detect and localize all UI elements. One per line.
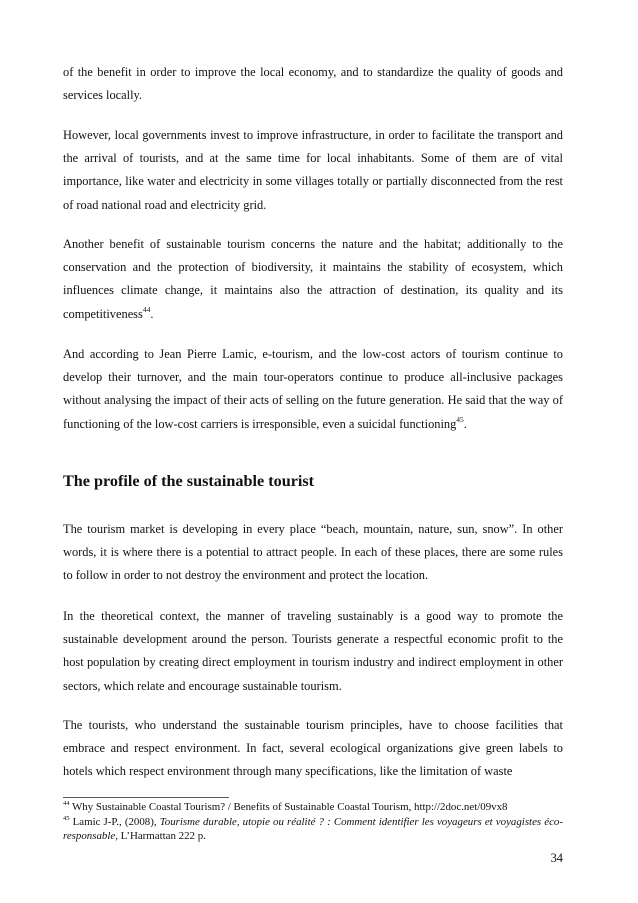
paragraph-text: The tourists, who understand the sustainable tourism principles, have to choose facilities that embrace and respect environment. In fact, several ecological organizations give green labels to hotels which respect environment through many specifications, like the limitation of waste [63,718,563,779]
paragraph-text: However, local governments invest to improve infrastructure, in order to facilitate the transport and the arrival of tourists, and at the same time for local inhabitants. Some of them are of vital importance, like water and electricity in some villages totally or partially disconnected from the rest of road national road and electricity grid. [63,128,563,212]
paragraph-tourism-market [63,518,563,588]
footnote-text: Why Sustainable Coastal Tourism? / Benefits of Sustainable Coastal Tourism, http://2doc.net/09vx8 [72,801,508,813]
footnote-author: Lamic J-P., (2008), [72,816,160,828]
paragraph-tail: . [150,306,154,321]
paragraph-theoretical-context [63,605,563,698]
paragraph-text: And according to Jean Pierre Lamic, e-tourism, and the low-cost actors of tourism continue to develop their turnover, and the main tour-operators continue to produce all-inclusive packages without analysing the impact of their acts of selling on the future generation. He said that the way of functioning of the low-cost carriers is irresponsible, even a suicidal functioning [63,347,563,431]
footnote-number: 44 [63,800,70,807]
page-number: 34 [550,851,563,865]
footnote-ref-45[interactable]: 45 [456,414,464,424]
footnote-publisher: L’Harmattan 222 p. [117,830,206,842]
paragraph-tourists-principles [63,714,563,784]
paragraph-benefit-continuation [63,61,563,107]
footnote-ref-44[interactable]: 44 [142,304,151,314]
paragraph-text: Another benefit of sustainable tourism concerns the nature and the habitat; additionally to the conservation and the protection of biodiversity, it maintains the stability of ecosystem, which influences climate change, it maintains also the attraction of destination, its quality and its competitiveness [63,237,563,321]
footnote-title: Tourisme durable, utopie ou réalité ? : Comment identifier les voyageurs et voyagistes éco-responsable, [63,816,564,842]
paragraph-text: of the benefit in order to improve the local economy, and to standardize the quality of goods and services locally. [63,65,563,103]
paragraph-lamic [63,343,563,436]
footnote-divider [63,797,229,798]
paragraph-text: The tourism market is developing in every place “beach, mountain, nature, sun, snow”. In other words, it is where there is a potential to attract people. In each of these places, there are some rules to follow in order to not destroy the environment and protect the location. [63,522,563,583]
section-heading: The profile of the sustainable tourist [63,472,315,490]
paragraph-text: In the theoretical context, the manner of traveling sustainably is a good way to promote the sustainable development around the person. Tourists generate a respectful economic profit to the host population by creating direct employment in tourism industry and indirect employment in other sectors, which relate and encourage sustainable tourism. [63,609,563,693]
paragraph-nature-habitat [63,233,563,326]
footnote-number: 45 [63,815,70,822]
paragraph-local-governments [63,124,563,217]
footnote-44 [63,800,563,814]
paragraph-tail: . [463,416,467,431]
footnote-45 [63,815,563,843]
